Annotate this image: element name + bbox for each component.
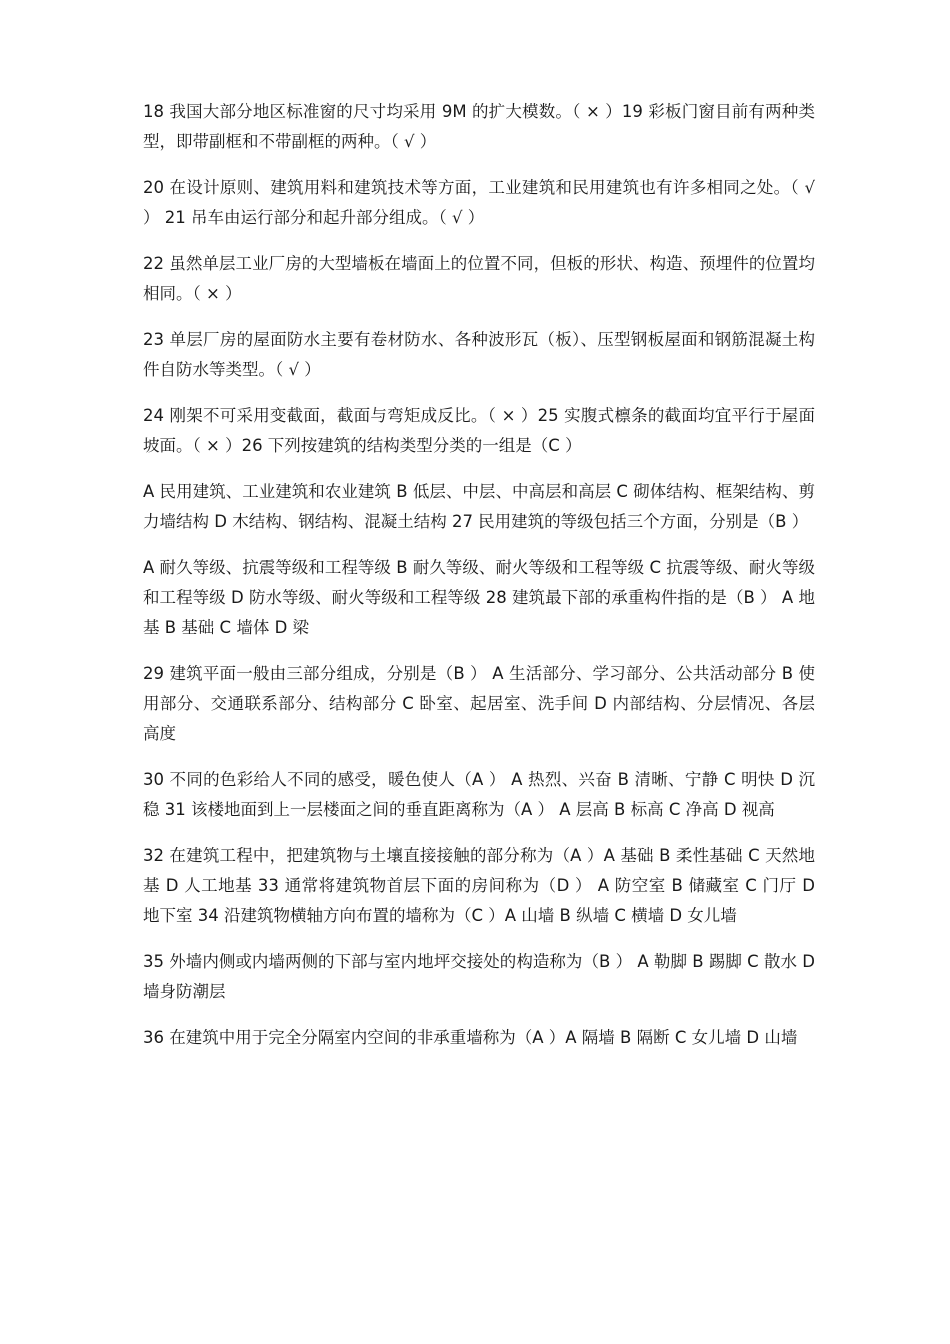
question-paragraph-29: 29 建筑平面一般由三部分组成，分别是（B ） A 生活部分、学习部分、公共活动部分 B 使用部分、交通联系部分、结构部分 C 卧室、起居室、洗手间 D 内部结构、分层情况、各层高度 — [143, 664, 815, 743]
question-paragraph-24-26: 24 刚架不可采用变截面，截面与弯矩成反比。（ × ）25 实腹式檩条的截面均宜平行于屋面坡面。（ × ）26 下列按建筑的结构类型分类的一组是（C ） — [143, 406, 815, 455]
question-paragraph-36: 36 在建筑中用于完全分隔室内空间的非承重墙称为（A ）A 隔墙 B 隔断 C 女儿墙 D 山墙 — [143, 1028, 798, 1047]
question-paragraph-22: 22 虽然单层工业厂房的大型墙板在墙面上的位置不同，但板的形状、构造、预埋件的位置均相同。（ × ） — [143, 254, 815, 303]
question-paragraph-26-27: A 民用建筑、工业建筑和农业建筑 B 低层、中层、中高层和高层 C 砌体结构、框架结构、剪力墙结构 D 木结构、钢结构、混凝土结构 27 民用建筑的等级包括三个方面，分别是（B ） — [143, 482, 815, 531]
document-page — [143, 97, 815, 1069]
question-paragraph-18-19: 18 我国大部分地区标准窗的尺寸均采用 9M 的扩大模数。（ × ）19 彩板门窗目前有两种类型，即带副框和不带副框的两种。（ √ ） — [143, 102, 815, 151]
question-paragraph-30-31: 30 不同的色彩给人不同的感受，暖色使人（A ） A 热烈、兴奋 B 清晰、宁静 C 明快 D 沉稳 31 该楼地面到上一层楼面之间的垂直距离称为（A ） A 层高 B 标高 C 净高 D 视高 — [143, 770, 815, 819]
question-paragraph-35: 35 外墙内侧或内墙两侧的下部与室内地坪交接处的构造称为（B ） A 勒脚 B 踢脚 C 散水 D 墙身防潮层 — [143, 952, 815, 1001]
question-paragraph-32-34: 32 在建筑工程中，把建筑物与土壤直接接触的部分称为（A ）A 基础 B 柔性基础 C 天然地基 D 人工地基 33 通常将建筑物首层下面的房间称为（D ） A 防空室 B 储藏室 C 门厅 D 地下室 34 沿建筑物横轴方向布置的墙称为（C ）A 山墙 B 纵墙 C 横墙 D 女儿墙 — [143, 846, 816, 925]
question-paragraph-27-28: A 耐久等级、抗震等级和工程等级 B 耐久等级、耐火等级和工程等级 C 抗震等级、耐火等级和工程等级 D 防水等级、耐火等级和工程等级 28 建筑最下部的承重构件指的是（B ） A 地基 B 基础 C 墙体 D 梁 — [143, 558, 815, 637]
question-paragraph-20-21: 20 在设计原则、建筑用料和建筑技术等方面，工业建筑和民用建筑也有许多相同之处。（ √ ） 21 吊车由运行部分和起升部分组成。（ √ ） — [143, 178, 815, 227]
question-paragraph-23: 23 单层厂房的屋面防水主要有卷材防水、各种波形瓦（板）、压型钢板屋面和钢筋混凝土构件自防水等类型。（ √ ） — [143, 330, 815, 379]
